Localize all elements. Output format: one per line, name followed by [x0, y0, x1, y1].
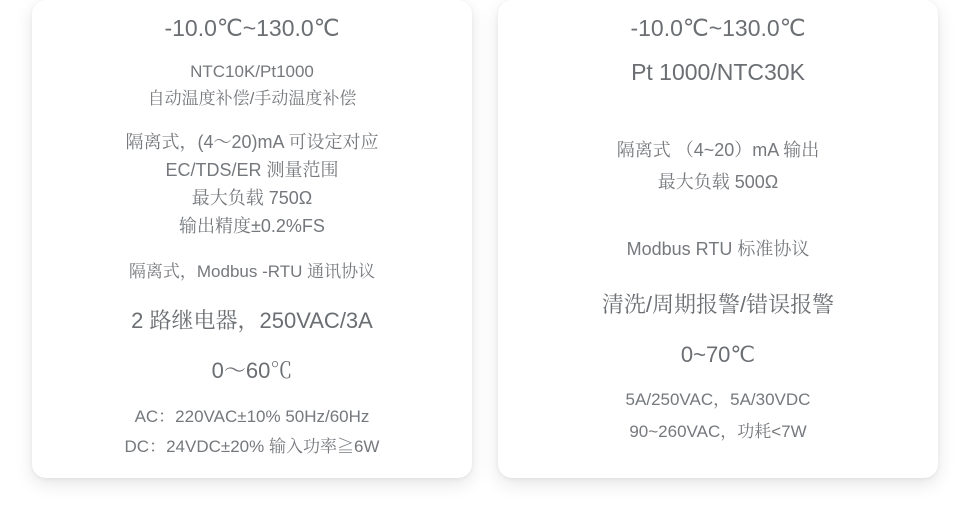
right-sensor-type-group [520, 54, 916, 90]
left-relay-group [54, 304, 450, 338]
spec-line: 5A/250VAC，5A/30VDC [625, 390, 811, 409]
spec-line: -10.0℃~130.0℃ [164, 15, 340, 41]
spec-line: 0～60℃ [211, 358, 293, 383]
spec-line: -10.0℃~130.0℃ [630, 15, 806, 41]
spec-line: DC：24VDC±20% 输入功率≧6W [124, 437, 380, 456]
right-alarm-group [520, 288, 916, 322]
right-spec-card [498, 0, 938, 478]
spec-line: 清洗/周期报警/错误报警 [601, 292, 835, 317]
spec-line: Modbus RTU 标准协议 [626, 239, 810, 259]
spec-line: EC/TDS/ER 测量范围 [165, 160, 339, 180]
spec-line: 隔离式 （4~20）mA 输出 [616, 140, 820, 160]
left-communication-group [54, 258, 450, 286]
spec-line: Pt 1000/NTC30K [631, 59, 805, 85]
right-communication-group [520, 234, 916, 264]
left-analog-output-group [54, 128, 450, 240]
left-working-temperature-group [54, 354, 450, 388]
left-temperature-range-group [54, 10, 450, 46]
spec-line: 输出精度±0.2%FS [179, 216, 325, 236]
right-temperature-range-group [520, 10, 916, 46]
left-power-supply-group [54, 402, 450, 462]
spec-line: 自动温度补偿/手动温度补偿 [147, 89, 357, 108]
spec-line: 0~70℃ [680, 342, 756, 367]
left-spec-card [32, 0, 472, 478]
spec-line: 2 路继电器，250VAC/3A [131, 308, 373, 333]
left-sensor-type-group [54, 58, 450, 112]
spec-line: 隔离式，(4～20)mA 可设定对应 [125, 132, 379, 152]
right-analog-output-group [520, 134, 916, 198]
spec-line: 90~260VAC，功耗<7W [629, 422, 807, 441]
right-working-temperature-group [520, 338, 916, 372]
spec-line: 最大负载 500Ω [657, 172, 779, 192]
right-relay-power-group [520, 384, 916, 448]
spec-line: 最大负载 750Ω [191, 188, 313, 208]
spec-line: 隔离式，Modbus -RTU 通讯协议 [128, 262, 376, 281]
spec-line: NTC10K/Pt1000 [190, 62, 314, 81]
spec-line: AC：220VAC±10% 50Hz/60Hz [134, 407, 370, 426]
